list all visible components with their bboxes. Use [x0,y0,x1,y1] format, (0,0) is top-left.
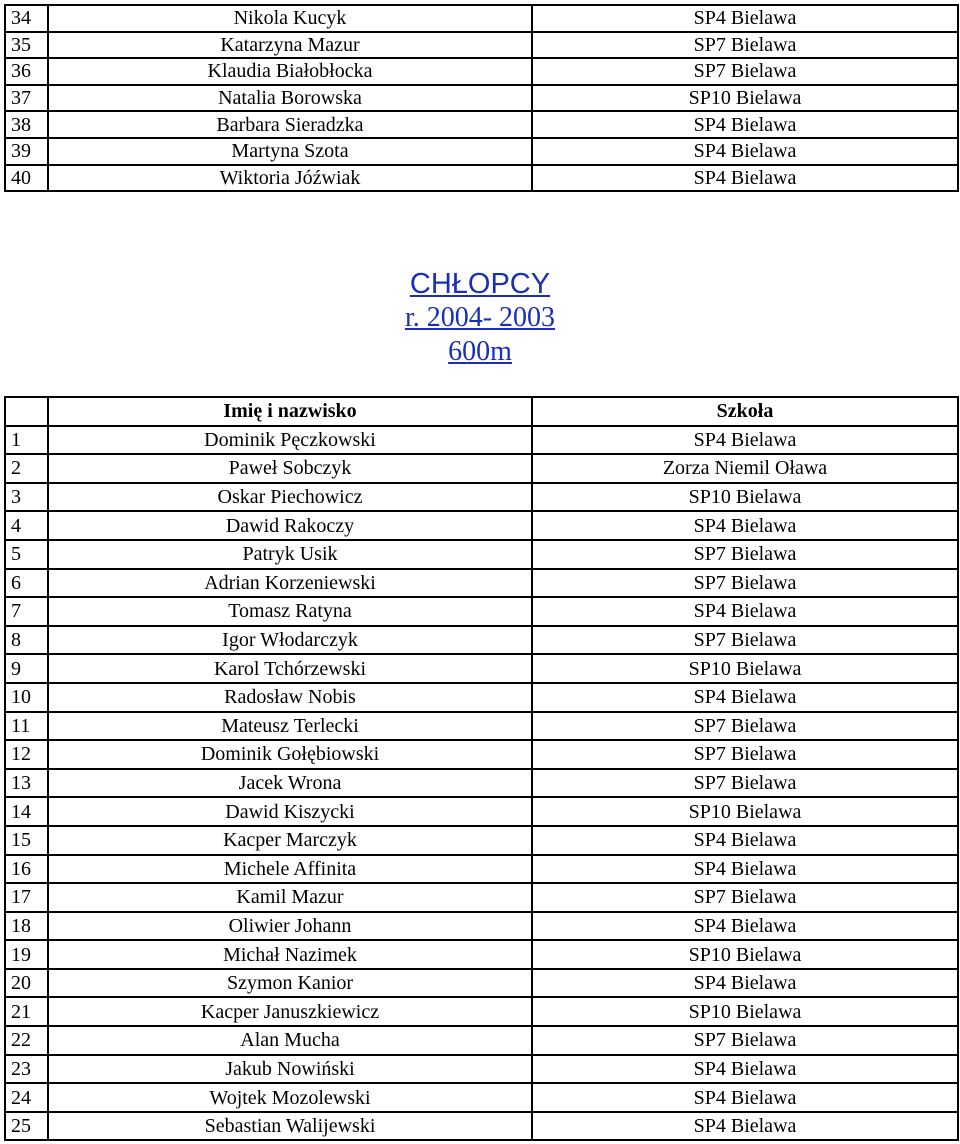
table-row [5,969,958,998]
competitor-name: Kamil Mazur [48,883,532,912]
competitor-name: Wiktoria Jóźwiak [48,165,532,192]
table-row [5,1112,958,1141]
competitor-name: Radosław Nobis [48,683,532,712]
boys-results-table [4,396,959,1141]
competitor-name: Jacek Wrona [48,769,532,798]
table-row [5,940,958,969]
place-number: 20 [5,969,48,998]
section-years: r. 2004- 2003 [404,302,556,333]
place-number: 18 [5,912,48,941]
competitor-name: Kacper Marczyk [48,826,532,855]
place-number: 34 [5,5,48,32]
table-row [5,712,958,741]
school-name: SP10 Bielawa [532,483,958,512]
place-number: 11 [5,712,48,741]
table-row [5,1055,958,1084]
table-row [5,855,958,884]
competitor-name: Kacper Januszkiewicz [48,997,532,1026]
school-name: SP10 Bielawa [532,940,958,969]
competitor-name: Dawid Kiszycki [48,797,532,826]
place-number: 7 [5,597,48,626]
table-row [5,511,958,540]
competitor-name: Tomasz Ratyna [48,597,532,626]
school-name: SP10 Bielawa [532,85,958,112]
place-number: 25 [5,1112,48,1141]
competitor-name: Martyna Szota [48,138,532,165]
competitor-name: Michał Nazimek [48,940,532,969]
table-row [5,883,958,912]
competitor-name: Igor Włodarczyk [48,626,532,655]
school-name: SP4 Bielawa [532,597,958,626]
section-title: CHŁOPCY [409,268,551,300]
school-name: SP7 Bielawa [532,769,958,798]
competitor-name: Dawid Rakoczy [48,511,532,540]
competitor-name: Barbara Sieradzka [48,111,532,138]
school-name: SP4 Bielawa [532,969,958,998]
place-number: 21 [5,997,48,1026]
competitor-name: Adrian Korzeniewski [48,569,532,598]
competitor-name: Oskar Piechowicz [48,483,532,512]
school-name: Zorza Niemil Oława [532,454,958,483]
place-number: 2 [5,454,48,483]
school-name: SP4 Bielawa [532,912,958,941]
competitor-name: Patryk Usik [48,540,532,569]
table-row [5,111,958,138]
table-row [5,769,958,798]
place-number: 14 [5,797,48,826]
school-name: SP7 Bielawa [532,883,958,912]
competitor-name: Katarzyna Mazur [48,32,532,59]
header-name: Imię i nazwisko [48,397,532,426]
school-name: SP4 Bielawa [532,165,958,192]
school-name: SP7 Bielawa [532,626,958,655]
school-name: SP4 Bielawa [532,683,958,712]
competitor-name: Karol Tchórzewski [48,654,532,683]
place-number: 4 [5,511,48,540]
place-number: 39 [5,138,48,165]
competitor-name: Michele Affinita [48,855,532,884]
place-number: 19 [5,940,48,969]
competitor-name: Oliwier Johann [48,912,532,941]
competitor-name: Sebastian Walijewski [48,1112,532,1141]
school-name: SP7 Bielawa [532,712,958,741]
place-number: 35 [5,32,48,59]
school-name: SP7 Bielawa [532,569,958,598]
place-number: 5 [5,540,48,569]
place-number: 12 [5,740,48,769]
school-name: SP4 Bielawa [532,138,958,165]
table-row [5,569,958,598]
place-number: 36 [5,58,48,85]
table-row [5,1083,958,1112]
header-num [5,397,48,426]
competitor-name: Natalia Borowska [48,85,532,112]
competitor-name: Paweł Sobczyk [48,454,532,483]
school-name: SP4 Bielawa [532,5,958,32]
school-name: SP7 Bielawa [532,58,958,85]
school-name: SP4 Bielawa [532,1083,958,1112]
school-name: SP10 Bielawa [532,654,958,683]
table-row [5,626,958,655]
table-row [5,483,958,512]
competitor-name: Jakub Nowiński [48,1055,532,1084]
school-name: SP4 Bielawa [532,111,958,138]
place-number: 23 [5,1055,48,1084]
table-row [5,85,958,112]
competitor-name: Dominik Gołębiowski [48,740,532,769]
place-number: 15 [5,826,48,855]
school-name: SP4 Bielawa [532,855,958,884]
place-number: 24 [5,1083,48,1112]
table-row [5,597,958,626]
school-name: SP4 Bielawa [532,1112,958,1141]
school-name: SP7 Bielawa [532,740,958,769]
competitor-name: Nikola Kucyk [48,5,532,32]
school-name: SP7 Bielawa [532,540,958,569]
table-row [5,454,958,483]
place-number: 1 [5,426,48,455]
competitor-name: Dominik Pęczkowski [48,426,532,455]
place-number: 37 [5,85,48,112]
table-row [5,997,958,1026]
school-name: SP7 Bielawa [532,32,958,59]
competitor-name: Mateusz Terlecki [48,712,532,741]
school-name: SP10 Bielawa [532,797,958,826]
table-row [5,683,958,712]
school-name: SP4 Bielawa [532,426,958,455]
table-row [5,912,958,941]
table-row [5,32,958,59]
table-row [5,540,958,569]
competitor-name: Wojtek Mozolewski [48,1083,532,1112]
competitor-name: Klaudia Białobłocka [48,58,532,85]
table-row [5,654,958,683]
school-name: SP4 Bielawa [532,826,958,855]
place-number: 10 [5,683,48,712]
table-row [5,797,958,826]
school-name: SP4 Bielawa [532,511,958,540]
header-school: Szkoła [532,397,958,426]
girls-results-table-continued [4,4,959,192]
table-row [5,5,958,32]
place-number: 17 [5,883,48,912]
place-number: 6 [5,569,48,598]
place-number: 13 [5,769,48,798]
school-name: SP4 Bielawa [532,1055,958,1084]
place-number: 8 [5,626,48,655]
competitor-name: Szymon Kanior [48,969,532,998]
school-name: SP10 Bielawa [532,997,958,1026]
place-number: 38 [5,111,48,138]
table-row [5,1026,958,1055]
table-row [5,826,958,855]
table-row [5,165,958,192]
table-row [5,138,958,165]
table-header-row [5,397,958,426]
table-row [5,58,958,85]
boys-results-body [5,426,958,1141]
competitor-name: Alan Mucha [48,1026,532,1055]
section-distance: 600m [448,336,512,367]
school-name: SP7 Bielawa [532,1026,958,1055]
place-number: 40 [5,165,48,192]
place-number: 22 [5,1026,48,1055]
table-row [5,426,958,455]
place-number: 9 [5,654,48,683]
table-row [5,740,958,769]
place-number: 16 [5,855,48,884]
place-number: 3 [5,483,48,512]
girls-results-body [5,5,958,191]
